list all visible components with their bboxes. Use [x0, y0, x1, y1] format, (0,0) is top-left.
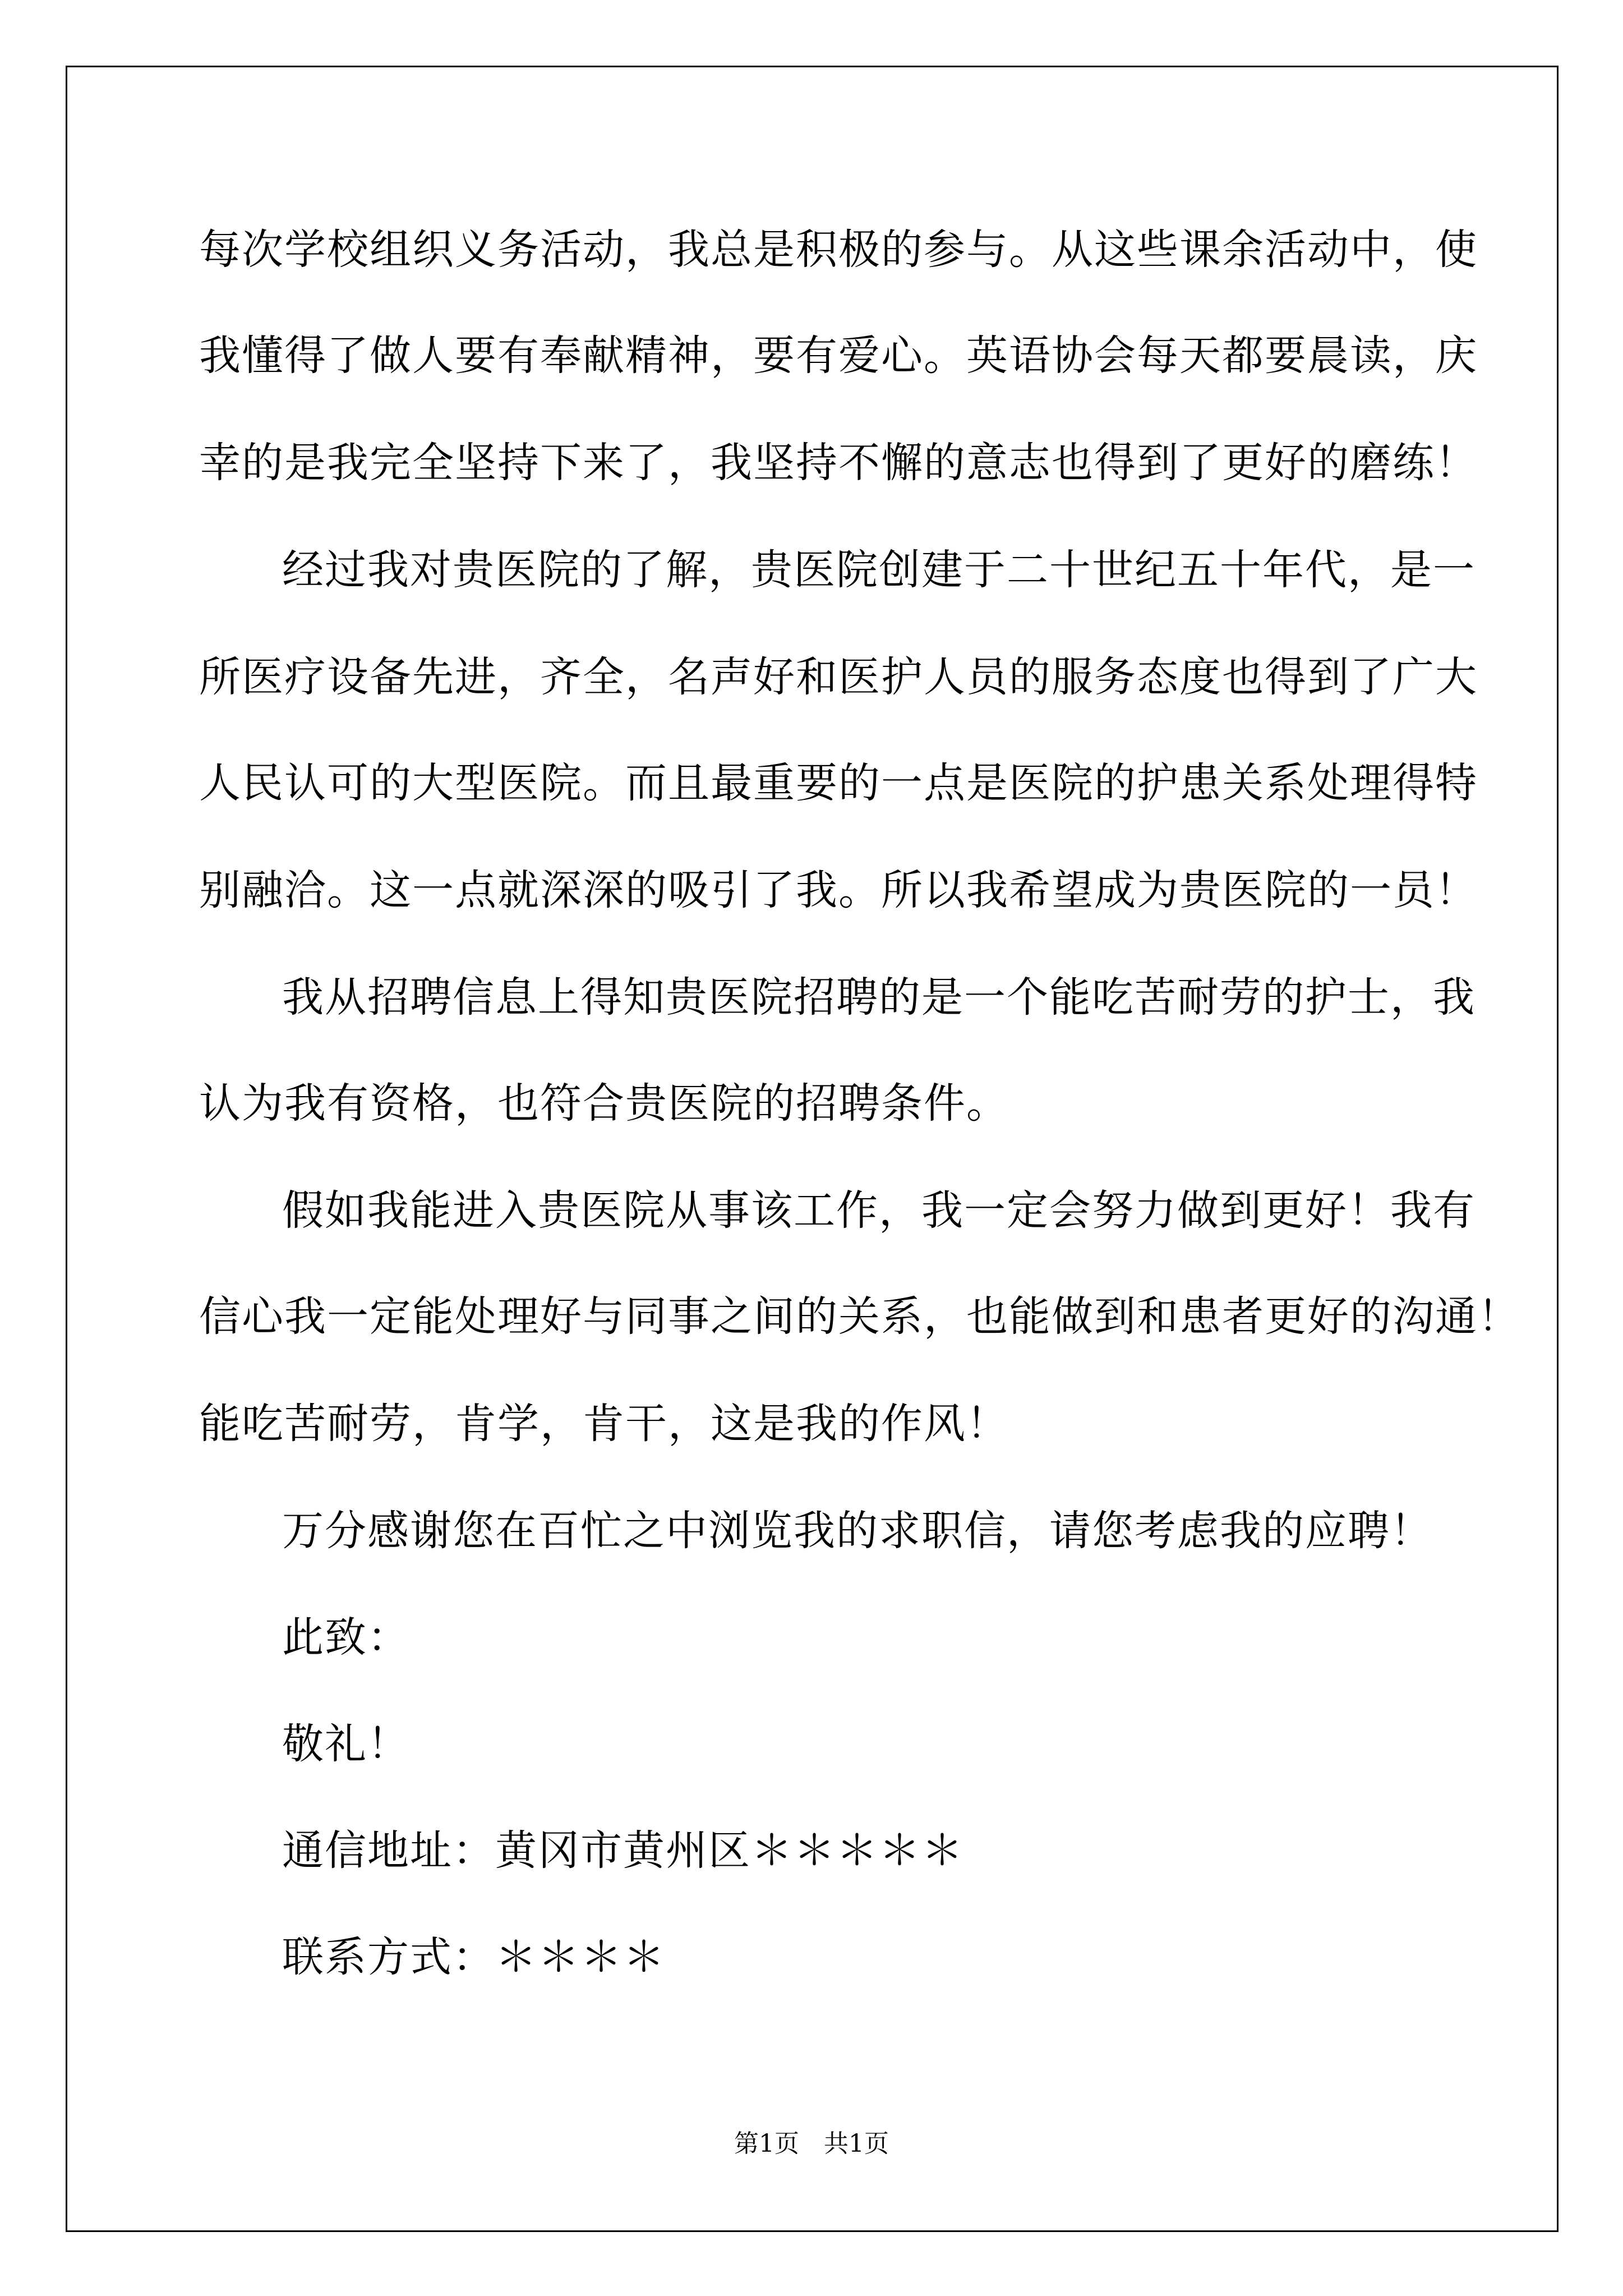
text-line: 所医疗设备先进，齐全，名声好和医护人员的服务态度也得到了广大 [199, 653, 1478, 701]
text-line: 假如我能进入贵医院从事该工作，我一定会努力做到更好！我有 [282, 1186, 1476, 1235]
salutation-line: 敬礼！ [282, 1720, 410, 1768]
text-line: 幸的是我完全坚持下来了，我坚持不懈的意志也得到了更好的磨练！ [199, 439, 1478, 487]
text-line: 人民认可的大型医院。而且最重要的一点是医院的护患关系处理得特 [199, 759, 1478, 807]
text-line: 我从招聘信息上得知贵医院招聘的是一个能吃苦耐劳的护士，我 [282, 973, 1476, 1022]
text-line: 万分感谢您在百忙之中浏览我的求职信，请您考虑我的应聘！ [282, 1507, 1433, 1555]
text-line: 我懂得了做人要有奉献精神，要有爱心。英语协会每天都要晨读，庆 [199, 332, 1478, 380]
salutation-line: 此致： [282, 1613, 410, 1662]
contact-line: 联系方式：＊＊＊＊ [282, 1933, 666, 1981]
text-line: 信心我一定能处理好与同事之间的关系，也能做到和患者更好的沟通！ [199, 1292, 1520, 1341]
text-line: 每次学校组织义务活动，我总是积极的参与。从这些课余活动中，使 [199, 226, 1478, 274]
text-line: 认为我有资格，也符合贵医院的招聘条件。 [199, 1079, 1009, 1128]
text-line: 能吃苦耐劳，肯学，肯干，这是我的作风！ [199, 1400, 1009, 1448]
text-line: 别融洽。这一点就深深的吸引了我。所以我希望成为贵医院的一员！ [199, 866, 1478, 914]
address-line: 通信地址：黄冈市黄州区＊＊＊＊＊ [282, 1826, 964, 1875]
page-border [66, 66, 1559, 2232]
page-number-footer: 第1页 共1页 [734, 2129, 889, 2158]
text-line: 经过我对贵医院的了解，贵医院创建于二十世纪五十年代，是一 [282, 546, 1476, 594]
